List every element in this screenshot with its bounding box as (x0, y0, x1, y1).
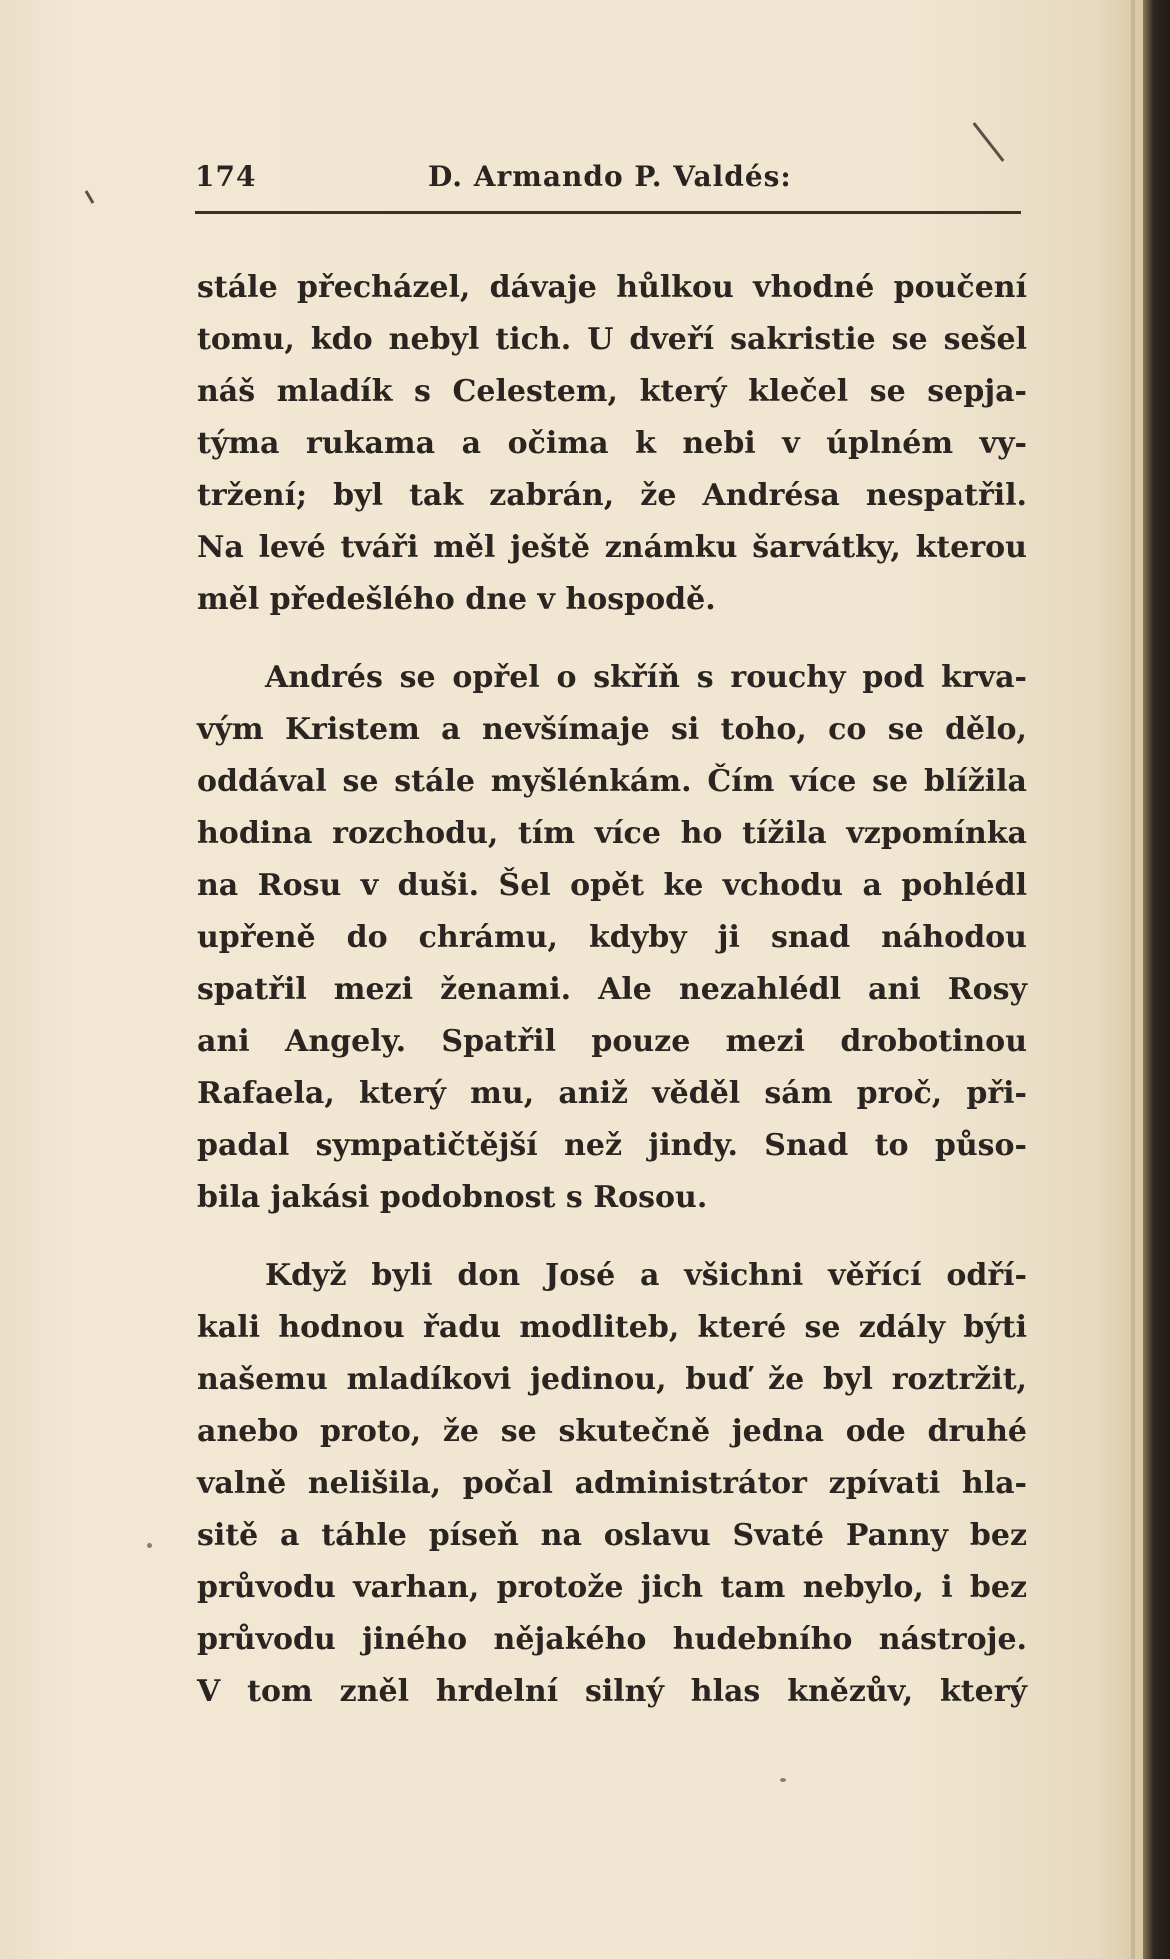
text-line: hodina rozchodu, tím více ho tížila vzpomínka (197, 816, 1027, 851)
page-edge (1131, 0, 1135, 1959)
paragraph (197, 262, 1027, 626)
scan-speck (147, 1543, 152, 1548)
text-line: Když byli don José a všichni věřící odří- (265, 1258, 1027, 1293)
text-line: průvodu varhan, protože jich tam nebylo, i bez (197, 1570, 1027, 1605)
text-line: padal sympatičtější než jindy. Snad to půso- (197, 1128, 1027, 1163)
text-line: tržení; byl tak zabrán, že Andrésa nespatřil. (197, 478, 1027, 513)
text-line: měl předešlého dne v hospodě. (197, 582, 716, 617)
text-line: Na levé tváři měl ještě známku šarvátky, kterou (197, 530, 1027, 565)
text-line: na Rosu v duši. Šel opět ke vchodu a pohlédl (197, 868, 1027, 903)
text-line: našemu mladíkovi jedinou, buď že byl roztržit, (197, 1362, 1027, 1397)
scan-speck (780, 1778, 786, 1782)
text-line: týma rukama a očima k nebi v úplném vy- (197, 426, 1027, 461)
body-text (197, 262, 1027, 1718)
text-line: Rafaela, který mu, aniž věděl sám proč, při- (197, 1076, 1027, 1111)
header-rule (195, 211, 1021, 214)
paragraph (197, 1250, 1027, 1718)
text-line: náš mladík s Celestem, který klečel se sepja- (197, 374, 1027, 409)
text-line: kali hodnou řadu modliteb, které se zdály býti (197, 1310, 1027, 1345)
text-line: Andrés se opřel o skříň s rouchy pod krva- (265, 660, 1027, 695)
text-line: spatřil mezi ženami. Ale nezahlédl ani Rosy (197, 972, 1027, 1007)
text-line: ani Angely. Spatřil pouze mezi drobotinou (197, 1024, 1027, 1059)
text-line: valně nelišila, počal administrátor zpívati hla- (197, 1466, 1027, 1501)
text-line: průvodu jiného nějakého hudebního nástroje. (197, 1622, 1027, 1657)
text-line: vým Kristem a nevšímaje si toho, co se dělo, (197, 712, 1027, 747)
paragraph-gap (197, 1224, 1027, 1250)
book-spine (1143, 0, 1170, 1959)
paragraph-gap (197, 626, 1027, 652)
text-line: upřeně do chrámu, kdyby ji snad náhodou (197, 920, 1027, 955)
paragraph (197, 652, 1027, 1224)
page-number: 174 (195, 160, 257, 193)
text-line: anebo proto, že se skutečně jedna ode druhé (197, 1414, 1027, 1449)
text-line: oddával se stále myšlénkám. Čím více se blížila (197, 764, 1027, 799)
page-header (195, 160, 1025, 206)
text-line: stále přecházel, dávaje hůlkou vhodné poučení (197, 270, 1027, 305)
text-line: tomu, kdo nebyl tich. U dveří sakristie se sešel (197, 322, 1027, 357)
running-head: D. Armando P. Valdés: (428, 160, 792, 193)
text-line: V tom zněl hrdelní silný hlas knězův, který (197, 1674, 1027, 1709)
text-line: sitě a táhle píseň na oslavu Svaté Panny bez (197, 1518, 1027, 1553)
text-line: bila jakási podobnost s Rosou. (197, 1180, 708, 1215)
